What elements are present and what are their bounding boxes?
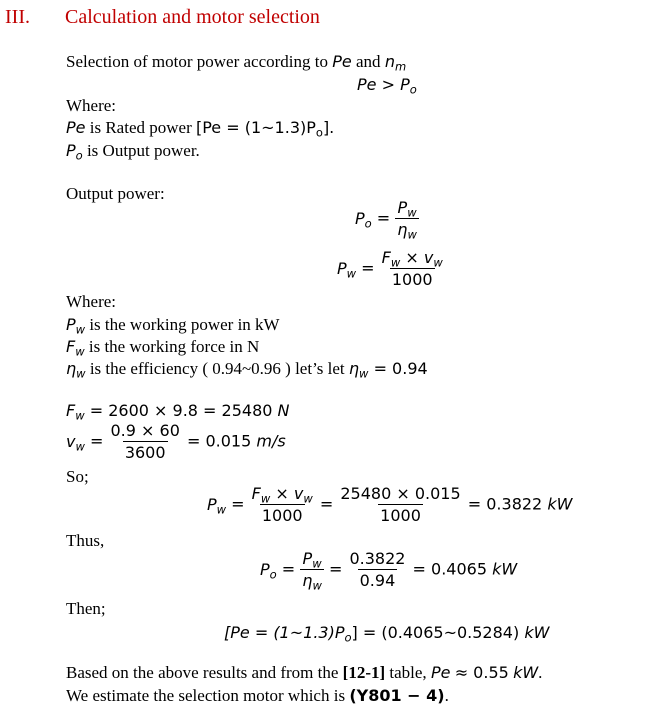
w1-l1-var: Pe: [66, 118, 86, 137]
so-f1-b-sub: w: [303, 491, 313, 506]
w1-l2-var-base: P: [66, 141, 76, 160]
where2-label: Where:: [66, 292, 117, 311]
eq-pw-den: 1000: [391, 270, 433, 289]
eq-pw-num-op: ×: [405, 248, 419, 267]
so-result: = 0.3822: [467, 494, 543, 514]
eq-po-den-base: η: [397, 220, 408, 239]
then-unit: kW: [524, 623, 550, 642]
so-lhs: [207, 495, 226, 514]
ineq-right: [400, 75, 417, 97]
w2-l3-var: [66, 359, 86, 381]
calc-vw-var-base: v: [66, 431, 76, 451]
w2-l2-var: [66, 337, 85, 359]
eq-pw-lhs-base: P: [337, 258, 347, 278]
where2-line2: [66, 337, 260, 359]
calc-fw-expr: = 2600 × 9.8 = 25480: [89, 401, 273, 420]
eq-po: [355, 198, 419, 242]
calc-vw-den: 3600: [124, 443, 166, 462]
eq-po-num: [396, 200, 419, 218]
motor-model: (Y801 − 4): [349, 686, 445, 705]
so-f1-a: F: [251, 484, 261, 503]
concl-l1-text2: table,: [389, 663, 427, 682]
so-frac2-num: 25480 × 0.015: [340, 484, 461, 503]
w2-l3-val: = 0.94: [373, 359, 428, 378]
eq-po-num-sub: w: [407, 205, 417, 220]
so-frac1-num: [250, 486, 315, 504]
thus-f1-den-sub: w: [312, 578, 322, 593]
eq-pw-num-a-sub: w: [390, 255, 401, 270]
thus-lhs-base: P: [260, 559, 270, 579]
intro-var-nm: [384, 52, 407, 74]
eq-pw-num: [380, 250, 445, 268]
calc-vw-fraction: [108, 423, 181, 461]
eq-pw-equals: =: [361, 258, 375, 278]
thus-frac2-num: 0.3822: [349, 549, 406, 568]
thus-eq2: =: [328, 559, 343, 579]
ineq-left: Pe: [357, 75, 377, 94]
nm-base: n: [384, 52, 395, 71]
w2-l1-var-sub: w: [75, 322, 86, 337]
concl-l1-unit: kW: [513, 663, 539, 682]
eq-pw-fraction: [380, 250, 445, 288]
eq-po-lhs: [355, 209, 372, 228]
thus-result: = 0.4065: [412, 559, 488, 579]
nm-sub: m: [394, 59, 407, 74]
where2-line3: [66, 359, 428, 381]
intro-var-pe: Pe: [332, 52, 352, 71]
eq-po-lhs-sub: o: [364, 215, 372, 230]
intro-and: and: [356, 52, 381, 71]
so-frac2: [338, 486, 462, 524]
then-expression: [224, 623, 550, 645]
eq-po-den-sub: w: [407, 227, 417, 242]
where1-label: Where:: [66, 96, 117, 115]
w2-l3-var-sub: w: [76, 366, 86, 381]
so-unit: kW: [547, 494, 573, 514]
eq-pw-num-a: F: [381, 248, 391, 267]
calc-vw-var-sub: w: [75, 438, 85, 453]
thus-lhs-sub: o: [269, 566, 277, 581]
thus-frac1-num: [301, 551, 324, 569]
so-lhs-base: P: [207, 494, 217, 514]
w1-l1-formula-end: ].: [322, 118, 335, 137]
w1-l2-var-sub: o: [75, 148, 83, 163]
so-f1-b: v: [293, 484, 304, 503]
w2-l3-val-sub: w: [359, 366, 369, 381]
conclusion-line2: [66, 687, 449, 704]
w2-l2-text: is the working force in N: [88, 337, 260, 356]
so-equation: [207, 486, 572, 524]
then-expr-a: [Pe = (1~1.3)P: [224, 623, 345, 642]
thus-unit: kW: [492, 559, 518, 579]
w2-l1-var: [66, 315, 86, 337]
w2-l3-value: [348, 359, 428, 381]
so-label: So;: [66, 467, 89, 486]
concl-l1-ref: [12-1]: [342, 663, 386, 682]
w2-l1-var-base: P: [66, 315, 76, 334]
thus-f1-num-sub: w: [312, 556, 322, 571]
thus-f1-num-base: P: [302, 549, 313, 568]
calc-vw-num: 0.9 × 60: [110, 421, 180, 440]
intro-line: [66, 52, 407, 74]
concl-l1-text: Based on the above results and from the: [66, 663, 339, 682]
concl-l2-end: .: [444, 686, 449, 705]
eq-pw-lhs-sub: w: [346, 265, 357, 280]
so-f1-op: ×: [275, 484, 289, 503]
so-lhs-sub: w: [216, 501, 227, 516]
w2-l2-var-base: F: [66, 337, 76, 356]
calc-fw-var-base: F: [66, 401, 76, 420]
concl-l1-var: Pe: [430, 663, 451, 682]
ineq-right-sub: o: [409, 82, 417, 97]
section-title: Calculation and motor selection: [65, 6, 320, 28]
ineq-op: >: [381, 75, 395, 94]
w2-l2-var-sub: w: [75, 344, 85, 359]
then-expr-sub: o: [344, 630, 352, 645]
w1-l2-var: [66, 141, 83, 163]
w1-l1-formula-a: [Pe = (1~1.3)P: [195, 118, 316, 137]
calc-vw-var: [66, 432, 85, 451]
then-expr-b: ] = (0.4065~0.5284): [351, 623, 520, 642]
w2-l3-val-var: η: [348, 359, 360, 378]
w1-l1-text: is Rated power: [89, 118, 192, 137]
output-power-label: Output power:: [66, 184, 165, 203]
thus-eq1: =: [281, 559, 296, 579]
w1-l2-text: is Output power.: [86, 141, 200, 160]
thus-equation: [260, 549, 518, 593]
thus-frac2: [347, 551, 407, 589]
w2-l1-text: is the working power in kW: [89, 315, 280, 334]
thus-lhs: [260, 560, 277, 579]
where1-line1: [66, 118, 335, 140]
thus-label: Thus,: [66, 531, 105, 550]
intro-text: Selection of motor power according to: [66, 52, 329, 71]
calc-vw-unit: m/s: [256, 431, 286, 451]
so-frac1: [250, 486, 315, 524]
ineq-right-base: P: [400, 75, 410, 94]
thus-frac1: [300, 549, 324, 593]
then-label: Then;: [66, 599, 106, 618]
calc-vw: [66, 423, 286, 461]
concl-l1-approx: ≈ 0.55: [454, 663, 509, 682]
where2-line1: [66, 315, 280, 337]
concl-l1-end: .: [538, 663, 543, 682]
calc-fw-var: [66, 401, 85, 423]
concl-l2-text: We estimate the selection motor which is: [66, 686, 346, 705]
section-number: III.: [5, 6, 30, 28]
w2-l3-text: is the efficiency ( 0.94~0.96 ) let’s let: [89, 359, 345, 378]
so-f1-a-sub: w: [260, 491, 271, 506]
calc-fw-var-sub: w: [75, 408, 85, 423]
conclusion-line1: [66, 664, 542, 681]
where1-line2: [66, 141, 200, 163]
w1-l1-formula-sub: o: [315, 125, 323, 140]
w1-l1-formula: [195, 118, 335, 140]
eq-po-equals: =: [376, 208, 391, 228]
thus-frac2-den: 0.94: [359, 571, 396, 590]
eq-pw-num-b: v: [423, 248, 434, 267]
eq-pw-lhs: [337, 259, 356, 278]
eq-pw-num-b-sub: w: [433, 255, 443, 270]
calc-vw-result: = 0.015: [186, 431, 252, 451]
so-eq2: =: [319, 494, 334, 514]
so-eq1: =: [231, 494, 245, 514]
intro-inequality: [357, 75, 417, 97]
calc-vw-equals: =: [89, 431, 104, 451]
eq-po-lhs-base: P: [355, 208, 365, 228]
thus-frac1-den: [300, 569, 324, 593]
so-frac1-den: 1000: [261, 506, 303, 525]
eq-po-num-base: P: [397, 198, 408, 217]
so-frac2-den: 1000: [380, 506, 421, 525]
calc-fw-unit: N: [277, 401, 290, 420]
eq-po-den: [395, 218, 419, 242]
eq-pw: [337, 250, 445, 288]
thus-f1-den-base: η: [302, 571, 313, 590]
calc-fw: [66, 401, 290, 423]
eq-po-fraction: [395, 198, 419, 242]
w2-l3-var-base: η: [66, 359, 77, 378]
